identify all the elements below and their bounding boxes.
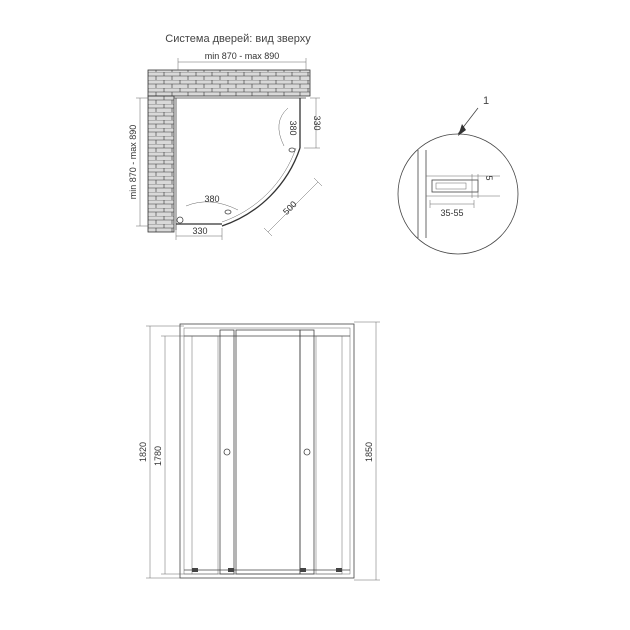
dim-total-height: 1850 xyxy=(364,441,374,463)
top-view xyxy=(128,51,322,240)
front-frame xyxy=(180,324,354,578)
dim-width-range: min 870 - max 890 xyxy=(204,51,280,61)
left-door-edge xyxy=(220,330,234,574)
left-fixed-panel xyxy=(192,336,218,574)
dim-adjust-range: 35-55 xyxy=(440,208,464,218)
handle-icon xyxy=(304,449,310,455)
left-wall xyxy=(148,96,174,232)
dim-bottom-door: 380 xyxy=(204,194,220,204)
handle-icon xyxy=(289,148,295,152)
right-fixed-panel-front xyxy=(316,336,342,574)
dim-right-panel: 330 xyxy=(312,115,322,131)
handle-icon xyxy=(225,210,231,214)
adjust-profile xyxy=(432,180,478,192)
dim-frame-height: 1820 xyxy=(138,441,148,463)
right-door-edge xyxy=(300,330,314,574)
dim-right-door: 380 xyxy=(288,120,298,136)
detail-circle xyxy=(398,134,518,254)
detail-view xyxy=(398,95,518,254)
center-panel xyxy=(236,330,300,574)
dim-bottom-panel: 330 xyxy=(192,226,208,236)
handle-icon xyxy=(224,449,230,455)
diagram-title: Система дверей: вид зверху xyxy=(165,33,311,45)
right-door-curve xyxy=(279,108,288,146)
front-view xyxy=(138,322,380,580)
top-wall xyxy=(148,70,310,96)
dim-door-height: 1780 xyxy=(153,445,163,467)
callout-number: 1 xyxy=(482,95,490,107)
dim-radius: 500 xyxy=(281,199,299,217)
dim-depth-range: min 870 - max 890 xyxy=(128,124,138,200)
dim-gap: 5 xyxy=(484,175,494,181)
corner-profile-icon xyxy=(177,217,183,223)
